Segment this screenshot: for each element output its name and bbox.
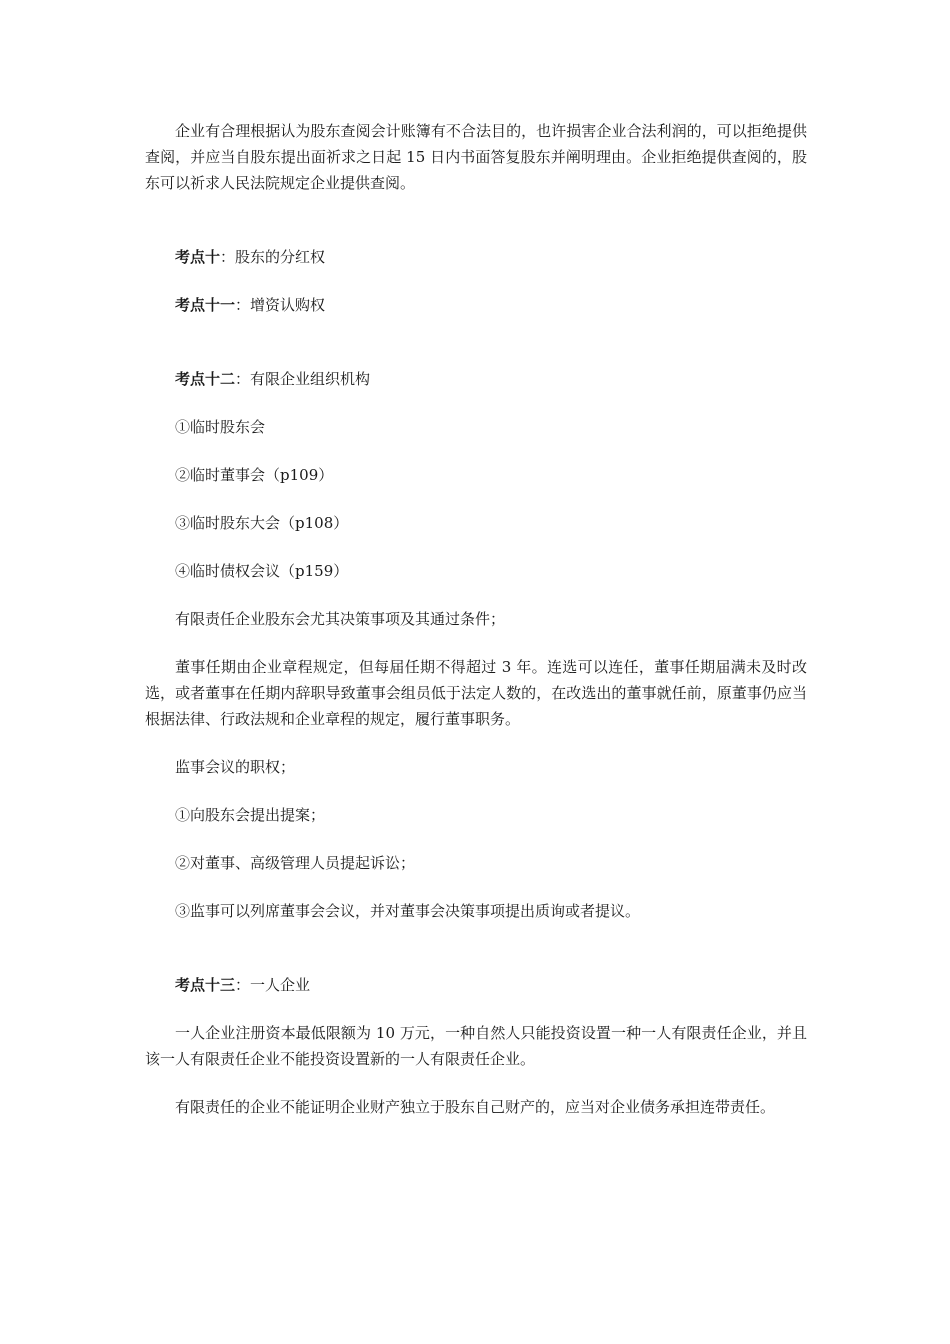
paragraph-single-person-company: 一人企业注册资本最低限额为 10 万元，一种自然人只能投资设置一种一人有限责任企业，并且该一人有限责任企业不能投资设置新的一人有限责任企业。 [145, 1024, 807, 1068]
heading-point-10 [145, 244, 807, 270]
spacer [145, 270, 807, 292]
spacer [145, 632, 807, 654]
heading-point-12 [145, 366, 807, 392]
spacer [145, 924, 807, 972]
spacer [145, 780, 807, 802]
paragraph-joint-liability: 有限责任的企业不能证明企业财产独立于股东自己财产的，应当对企业债务承担连带责任。 [175, 1098, 776, 1116]
heading-text: ：增资认购权 [235, 296, 326, 314]
list-item: ④临时债权会议（p159） [175, 562, 349, 580]
list-item: ②临时董事会（p109） [175, 466, 334, 484]
list-item: ②对董事、高级管理人员提起诉讼； [175, 854, 416, 872]
spacer [145, 488, 807, 510]
list-item: ①向股东会提出提案； [175, 806, 326, 824]
spacer [145, 828, 807, 850]
paragraph-inspection-refusal: 企业有合理根据认为股东查阅会计账簿有不合法目的，也许损害企业合法利润的，可以拒绝提供查阅，并应当自股东提出面祈求之日起 15 日内书面答复股东并阐明理由。企业拒绝提供查阅的，股东可以祈求人民法院规定企业提供查阅。 [145, 122, 807, 192]
spacer [145, 392, 807, 414]
spacer [145, 998, 807, 1020]
paragraph-shareholder-meeting: 有限责任企业股东会尤其决策事项及其通过条件； [175, 610, 506, 628]
paragraph-director-term: 董事任期由企业章程规定，但每届任期不得超过 3 年。连选可以连任，董事任期届满未及时改选，或者董事在任期内辞职导致董事会组员低于法定人数的，在改选出的董事就任前，原董事仍应当根据法律、行政法规和企业章程的规定，履行董事职务。 [145, 658, 807, 728]
spacer [145, 536, 807, 558]
spacer [145, 196, 807, 244]
spacer [145, 732, 807, 754]
spacer [145, 876, 807, 898]
document-body [145, 118, 807, 1120]
heading-label: 考点十二 [175, 370, 236, 388]
heading-label: 考点十 [175, 248, 221, 266]
heading-text: ：股东的分红权 [220, 248, 326, 266]
list-item: ①临时股东会 [175, 418, 266, 436]
spacer [145, 318, 807, 366]
heading-point-11 [145, 292, 807, 318]
paragraph-supervisor-powers: 监事会议的职权； [175, 758, 296, 776]
heading-text: ：一人企业 [235, 976, 311, 994]
heading-point-13 [145, 972, 807, 998]
list-item: ③临时股东大会（p108） [175, 514, 349, 532]
heading-text: ：有限企业组织机构 [235, 370, 371, 388]
spacer [145, 440, 807, 462]
heading-label: 考点十三 [175, 976, 236, 994]
list-item: ③监事可以列席董事会会议，并对董事会决策事项提出质询或者提议。 [175, 902, 641, 920]
spacer [145, 1072, 807, 1094]
spacer [145, 584, 807, 606]
heading-label: 考点十一 [175, 296, 236, 314]
